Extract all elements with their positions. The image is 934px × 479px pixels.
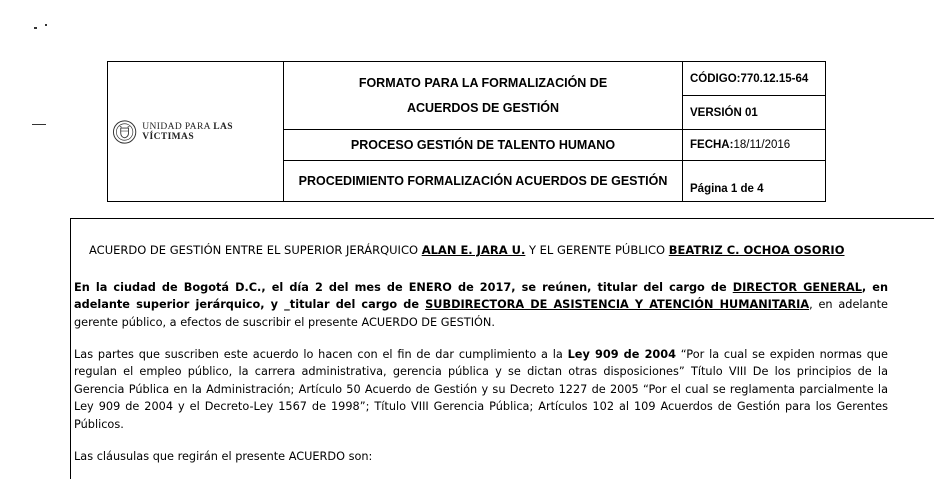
date-cell: [683, 130, 826, 161]
code-text: CÓDIGO:770.12.15-64: [690, 72, 809, 85]
cargo-director: DIRECTOR GENERAL: [732, 281, 862, 294]
process-text: PROCESO GESTIÓN DE TALENTO HUMANO: [350, 138, 616, 152]
format-title-line2: ACUERDOS DE GESTIÓN: [406, 100, 560, 115]
superior-name: ALAN E. JARA U.: [421, 243, 526, 257]
paragraph-clauses-intro: Las cláusulas que regirán el presente ACUERDO son:: [74, 450, 373, 463]
gerente-name: BEATRIZ C. OCHOA OSORIO: [668, 243, 845, 257]
scan-mark: [32, 124, 46, 125]
agreement-title: ACUERDO DE GESTIÓN ENTRE EL SUPERIOR JERÁRQUICO ALAN E. JARA U. Y EL GERENTE PÚBLICO BEATRIZ C. OCHOA OSORIO: [89, 243, 845, 257]
scan-speck: [34, 27, 37, 29]
date-label: FECHA:: [690, 139, 734, 151]
paragraph-legal-basis: Las partes que suscriben este acuerdo lo hacen con el fin de dar cumplimiento a la Ley 909 de 2004 “Por la cual se expiden normas que regulan el empleo público, la carrera administrativa, gerencia pública y se dictan otras disposiciones” Título VIII De los principios de la Gerencia Pública en la Administración; Artículo 50 Acuerdo de Gestión y su Decreto 1227 de 2005 “Por el cual se reglamenta parcialmente la Ley 909 de 2004 y el Decreto-Ley 1567 de 1998”; Título VIII Gerencia Pública; Artículos 102 al 109 Acuerdos de Gestión para los Gerentes Públicos.: [74, 348, 888, 431]
logo-cell: [108, 62, 284, 202]
page-cell: [683, 161, 826, 202]
coat-of-arms-icon: [112, 119, 137, 145]
logo: [108, 119, 283, 145]
process-cell: [284, 130, 683, 161]
document-header-table: [107, 61, 826, 202]
page-number: Página 1 de 4: [690, 183, 764, 195]
date-value: 18/11/2016: [733, 139, 791, 151]
version-cell: [683, 96, 826, 130]
format-title-line1: FORMATO PARA LA FORMALIZACIÓN DE: [358, 75, 608, 90]
paragraph-parties: En la ciudad de Bogotá D.C., el día 2 del mes de ENERO de 2017, se reúnen, titular del cargo de DIRECTOR GENERAL, en adelante superior jerárquico, y _titular del cargo de SUBDIRECTORA DE ASISTENCIA Y ATENCIÓN HUMANITARIA, en adelante gerente público, a efectos de suscribir el presente ACUERDO DE GESTIÓN.: [74, 281, 888, 329]
code-cell: [683, 62, 826, 96]
procedure-text: PROCEDIMIENTO FORMALIZACIÓN ACUERDOS DE GESTIÓN: [298, 174, 668, 188]
format-title-cell: [284, 62, 683, 130]
scan-speck: [45, 24, 47, 26]
logo-text: UNIDAD PARA LAS VÍCTIMAS: [142, 121, 233, 142]
ley-909: Ley 909 de 2004: [567, 348, 677, 361]
cargo-subdirectora: SUBDIRECTORA DE ASISTENCIA Y ATENCIÓN HUMANITARIA: [425, 298, 810, 312]
procedure-cell: [284, 161, 683, 202]
version-text: VERSIÓN 01: [690, 106, 758, 119]
